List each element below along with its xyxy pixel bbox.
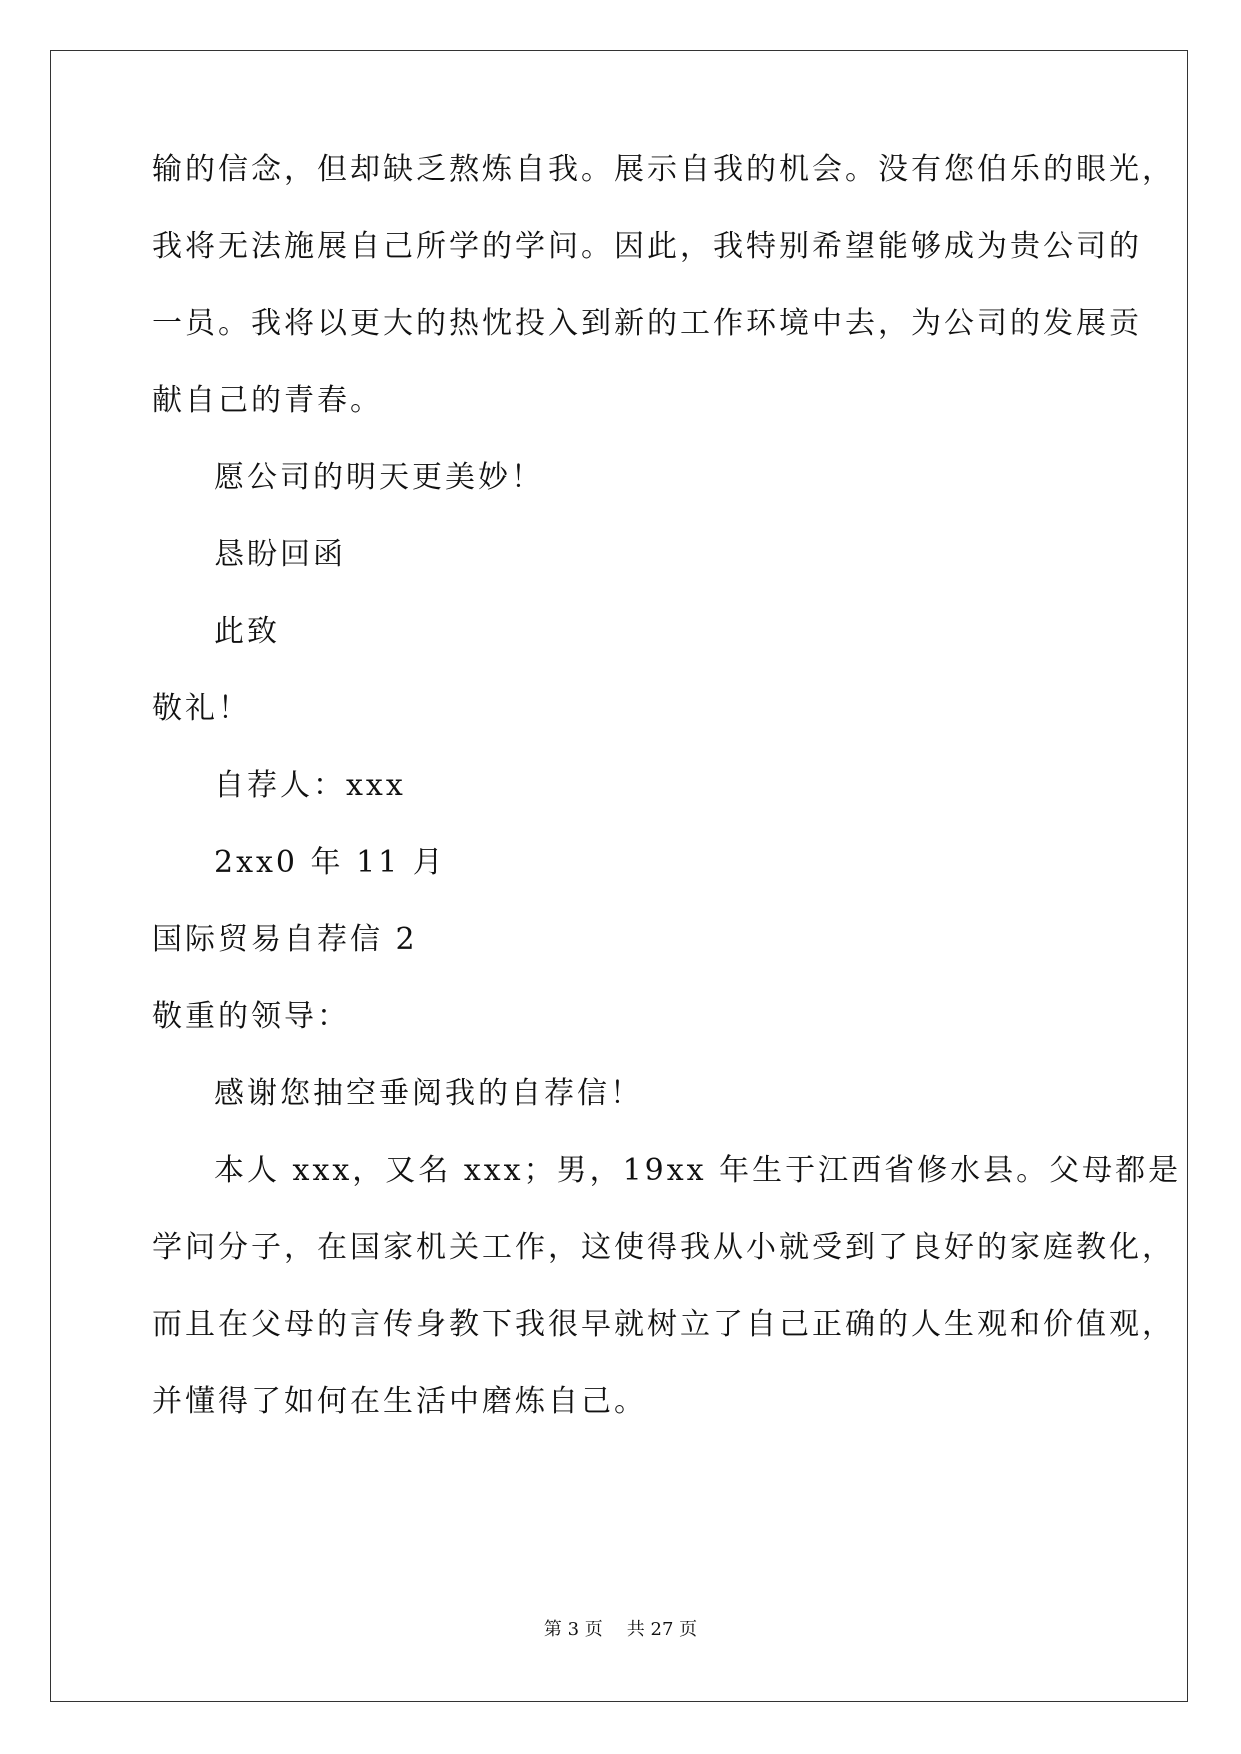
greeting-line: 敬重的领导：	[152, 999, 350, 1034]
date-line: 2xx0 年 11 月	[214, 845, 446, 880]
paragraph-line: 学问分子，在国家机关工作，这使得我从小就受到了良好的家庭教化，	[152, 1230, 1175, 1265]
reply-request-line: 恳盼回函	[214, 537, 346, 572]
paragraph-line: 一员。我将以更大的热忱投入到新的工作环境中去，为公司的发展贡	[152, 306, 1142, 341]
paragraph-line: 并懂得了如何在生活中磨炼自己。	[152, 1384, 647, 1419]
total-pages: 共 27 页	[626, 1619, 698, 1640]
wish-line: 愿公司的明天更美妙！	[214, 460, 544, 495]
paragraph-line: 献自己的青春。	[152, 383, 383, 418]
section-title: 国际贸易自荐信 2	[152, 922, 418, 957]
salutation-line: 此致	[214, 614, 280, 649]
salutation-close-line: 敬礼！	[152, 691, 251, 726]
paragraph-line: 输的信念，但却缺乏熬炼自我。展示自我的机会。没有您伯乐的眼光，	[152, 152, 1175, 187]
page-number: 第 3 页	[543, 1619, 603, 1640]
paragraph-line: 我将无法施展自己所学的学问。因此，我特别希望能够成为贵公司的	[152, 229, 1142, 264]
signature-line: 自荐人：xxx	[214, 768, 406, 803]
page-footer	[0, 1618, 1241, 1642]
paragraph-line: 感谢您抽空垂阅我的自荐信！	[214, 1076, 643, 1111]
paragraph-line: 而且在父母的言传身教下我很早就树立了自己正确的人生观和价值观，	[152, 1307, 1175, 1342]
paragraph-line: 本人 xxx，又名 xxx；男，19xx 年生于江西省修水县。父母都是	[214, 1153, 1182, 1188]
